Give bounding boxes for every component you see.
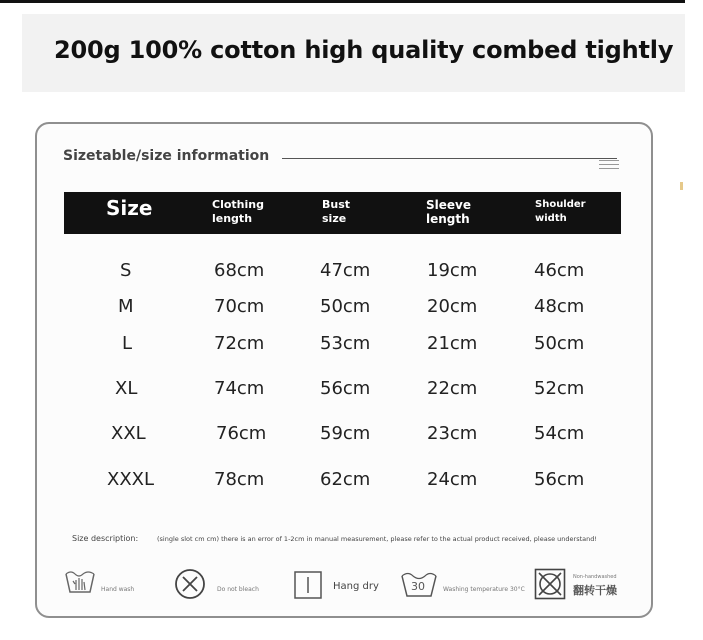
hang-dry-label: Hang dry bbox=[333, 581, 379, 592]
table-header bbox=[64, 192, 621, 234]
row-size: XXL bbox=[111, 423, 146, 444]
header-sleeve-length: Sleeve length bbox=[426, 198, 471, 226]
row-size: XXXL bbox=[107, 469, 155, 490]
header-size: Size bbox=[106, 196, 153, 220]
hang-dry-icon bbox=[293, 570, 323, 600]
row-length: 68cm bbox=[214, 260, 265, 281]
care-icons-row bbox=[37, 566, 651, 610]
no-bleach-icon bbox=[174, 568, 206, 600]
row-sleeve: 19cm bbox=[427, 260, 478, 281]
row-size: XL bbox=[115, 378, 138, 399]
row-bust: 56cm bbox=[320, 378, 371, 399]
row-length: 74cm bbox=[214, 378, 265, 399]
row-size: M bbox=[118, 296, 134, 317]
row-shoulder: 48cm bbox=[534, 296, 585, 317]
wash-temperature-label: Washing temperature 30°C bbox=[443, 586, 525, 593]
handwash-icon bbox=[63, 566, 99, 596]
title-divider bbox=[282, 158, 617, 159]
row-shoulder: 52cm bbox=[534, 378, 585, 399]
table-row bbox=[64, 469, 621, 493]
header-bust-size: Bust size bbox=[322, 198, 351, 225]
non-handwashed-label: Non-handwashed bbox=[573, 574, 617, 580]
row-sleeve: 24cm bbox=[427, 469, 478, 490]
row-bust: 53cm bbox=[320, 333, 371, 354]
row-shoulder: 54cm bbox=[534, 423, 585, 444]
banner-title: 200g 100% cotton high quality combed tightly bbox=[54, 36, 674, 64]
row-sleeve: 23cm bbox=[427, 423, 478, 444]
table-row bbox=[64, 378, 621, 402]
row-sleeve: 20cm bbox=[427, 296, 478, 317]
no-bleach-label: Do not bleach bbox=[217, 586, 259, 593]
row-length: 76cm bbox=[216, 423, 267, 444]
row-bust: 59cm bbox=[320, 423, 371, 444]
row-shoulder: 56cm bbox=[534, 469, 585, 490]
no-tumble-text: 翻转干燥 bbox=[573, 584, 617, 597]
row-length: 70cm bbox=[214, 296, 265, 317]
wash-temperature-icon bbox=[399, 568, 439, 600]
row-bust: 47cm bbox=[320, 260, 371, 281]
row-bust: 50cm bbox=[320, 296, 371, 317]
row-sleeve: 22cm bbox=[427, 378, 478, 399]
handwash-label: Hand wash bbox=[101, 586, 135, 593]
size-card bbox=[35, 122, 653, 618]
wash-temperature-value: 30 bbox=[411, 580, 425, 593]
size-card-title: Sizetable/size information bbox=[63, 148, 270, 164]
size-description-text: (single slot cm cm) there is an error of 1-2cm in manual measurement, please refer to the actual product received, please understand! bbox=[157, 535, 597, 543]
size-description-label: Size description: bbox=[72, 534, 139, 543]
header-clothing-length: Clothing length bbox=[212, 198, 264, 225]
menu-lines-icon bbox=[599, 160, 619, 169]
table-row bbox=[64, 296, 621, 320]
table-row bbox=[64, 333, 621, 357]
row-length: 78cm bbox=[214, 469, 265, 490]
no-tumble-dry-icon bbox=[534, 568, 566, 600]
row-size: L bbox=[122, 333, 133, 354]
edge-mark bbox=[680, 182, 683, 190]
header-shoulder-width: Shoulder width bbox=[535, 199, 586, 224]
top-border-line bbox=[0, 0, 685, 3]
table-row bbox=[64, 260, 621, 284]
title-banner bbox=[22, 14, 685, 92]
row-length: 72cm bbox=[214, 333, 265, 354]
row-bust: 62cm bbox=[320, 469, 371, 490]
row-size: S bbox=[120, 260, 132, 281]
table-row bbox=[64, 423, 621, 447]
row-shoulder: 50cm bbox=[534, 333, 585, 354]
row-sleeve: 21cm bbox=[427, 333, 478, 354]
row-shoulder: 46cm bbox=[534, 260, 585, 281]
